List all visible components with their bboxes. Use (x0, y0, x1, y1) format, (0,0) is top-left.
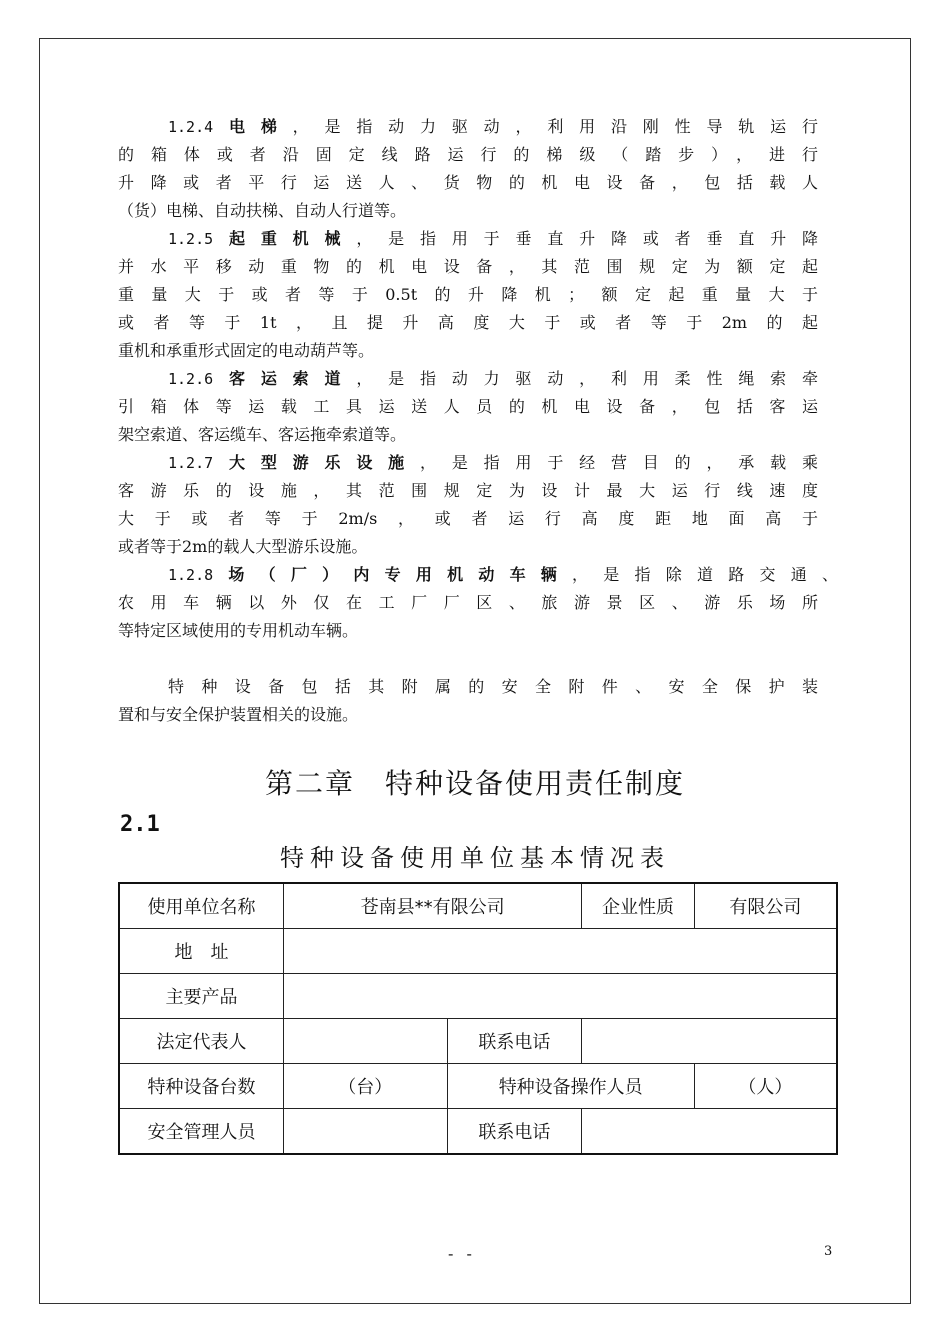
legal-rep-label: 法定代表人 (119, 1019, 284, 1064)
legal-rep-value (284, 1019, 448, 1064)
table-title: 特种设备使用单位基本情况表 (280, 844, 670, 872)
note-text: 置和与安全保护装置相关的设施。 (118, 705, 359, 724)
equip-count-unit: （台） (284, 1064, 448, 1109)
definition-1-2-7 (118, 449, 818, 561)
nature-value: 有限公司 (694, 883, 837, 929)
phone-value (582, 1109, 837, 1155)
definition-text: 升降或者平行运送人、货物的机电设备，包括载人 (118, 173, 818, 192)
definition-text: ，是指用于经营目的，承载乘 (419, 453, 818, 472)
definition-number: 1.2.6 (168, 370, 214, 388)
definition-number: 1.2.7 (168, 454, 214, 472)
phone-label: 联系电话 (447, 1109, 582, 1155)
definition-text: 引箱体等运载工具运送人员的机电设备，包括客运 (118, 397, 818, 416)
table-row (119, 883, 837, 929)
equip-count-label: 特种设备台数 (119, 1064, 284, 1109)
definition-text: 并水平移动重物的机电设备，其范围规定为额定起 (118, 257, 818, 276)
definition-text: 等特定区域使用的专用机动车辆。 (118, 621, 359, 640)
table-row (119, 929, 837, 974)
address-value (284, 929, 837, 974)
definition-1-2-4 (118, 113, 818, 225)
phone-label: 联系电话 (447, 1019, 582, 1064)
products-value (284, 974, 837, 1019)
table-row (119, 1019, 837, 1064)
nature-label: 企业性质 (582, 883, 695, 929)
definition-1-2-8-cont (118, 589, 818, 645)
definition-number: 1.2.5 (168, 230, 214, 248)
safety-mgr-value (284, 1109, 448, 1155)
table-row (119, 1064, 837, 1109)
definition-term: 场（厂）内专用机动车辆 (213, 565, 573, 584)
operators-label: 特种设备操作人员 (447, 1064, 694, 1109)
unit-name-label: 使用单位名称 (119, 883, 284, 929)
definition-1-2-5 (118, 225, 818, 365)
footer-dash: - - (448, 1244, 476, 1263)
definition-text: ，是指动力驱动，利用沿刚性导轨运行 (292, 117, 818, 136)
definition-text: 重量大于或者等于0.5t的升降机；额定起重量大于 (118, 285, 818, 304)
definition-text: 大于或者等于2m/s，或者运行高度距地面高于 (118, 509, 818, 528)
definition-1-2-6 (118, 365, 818, 449)
section-number: 2.1 (120, 812, 160, 837)
page-number: 3 (824, 1244, 833, 1259)
unit-name-value: 苍南县**有限公司 (284, 883, 582, 929)
definition-text: ，是指除道路交通、 (572, 565, 838, 584)
table-row (119, 974, 837, 1019)
definition-number: 1.2.8 (168, 566, 214, 584)
chapter-title: 第二章 特种设备使用责任制度 (264, 767, 685, 800)
products-label: 主要产品 (119, 974, 284, 1019)
definition-text: 或者等于1t，且提升高度大于或者等于2m的起 (118, 313, 818, 332)
definition-text: 重机和承重形式固定的电动葫芦等。 (118, 341, 375, 360)
phone-value (582, 1019, 837, 1064)
definition-number: 1.2.4 (168, 118, 214, 136)
definition-text: （货）电梯、自动扶梯、自动人行道等。 (118, 201, 407, 220)
definition-text: ，是指用于垂直升降或者垂直升降 (356, 229, 818, 248)
definition-text: 农用车辆以外仅在工厂厂区、旅游景区、游乐场所 (118, 593, 818, 612)
operators-unit: （人） (694, 1064, 837, 1109)
definition-term: 起重机械 (213, 229, 357, 248)
safety-mgr-label: 安全管理人员 (119, 1109, 284, 1155)
definition-term: 客运索道 (213, 369, 357, 388)
note-text: 特种设备包括其附属的安全附件、安全保护装 (168, 677, 818, 696)
address-label: 地 址 (119, 929, 284, 974)
definition-text: 的箱体或者沿固定线路运行的梯级（踏步），进行 (118, 145, 818, 164)
table-row (119, 1109, 837, 1155)
note-paragraph (118, 673, 818, 729)
definition-1-2-8 (118, 561, 838, 589)
definition-term: 电梯 (213, 117, 293, 136)
definition-text: 架空索道、客运缆车、客运拖牵索道等。 (118, 425, 407, 444)
definition-text: 或者等于2m的载人大型游乐设施。 (118, 537, 368, 556)
definition-text: 客游乐的设施，其范围规定为设计最大运行线速度 (118, 481, 818, 500)
definition-text: ，是指动力驱动，利用柔性绳索牵 (356, 369, 818, 388)
definition-term: 大型游乐设施 (213, 453, 420, 472)
unit-info-table (118, 882, 838, 1155)
